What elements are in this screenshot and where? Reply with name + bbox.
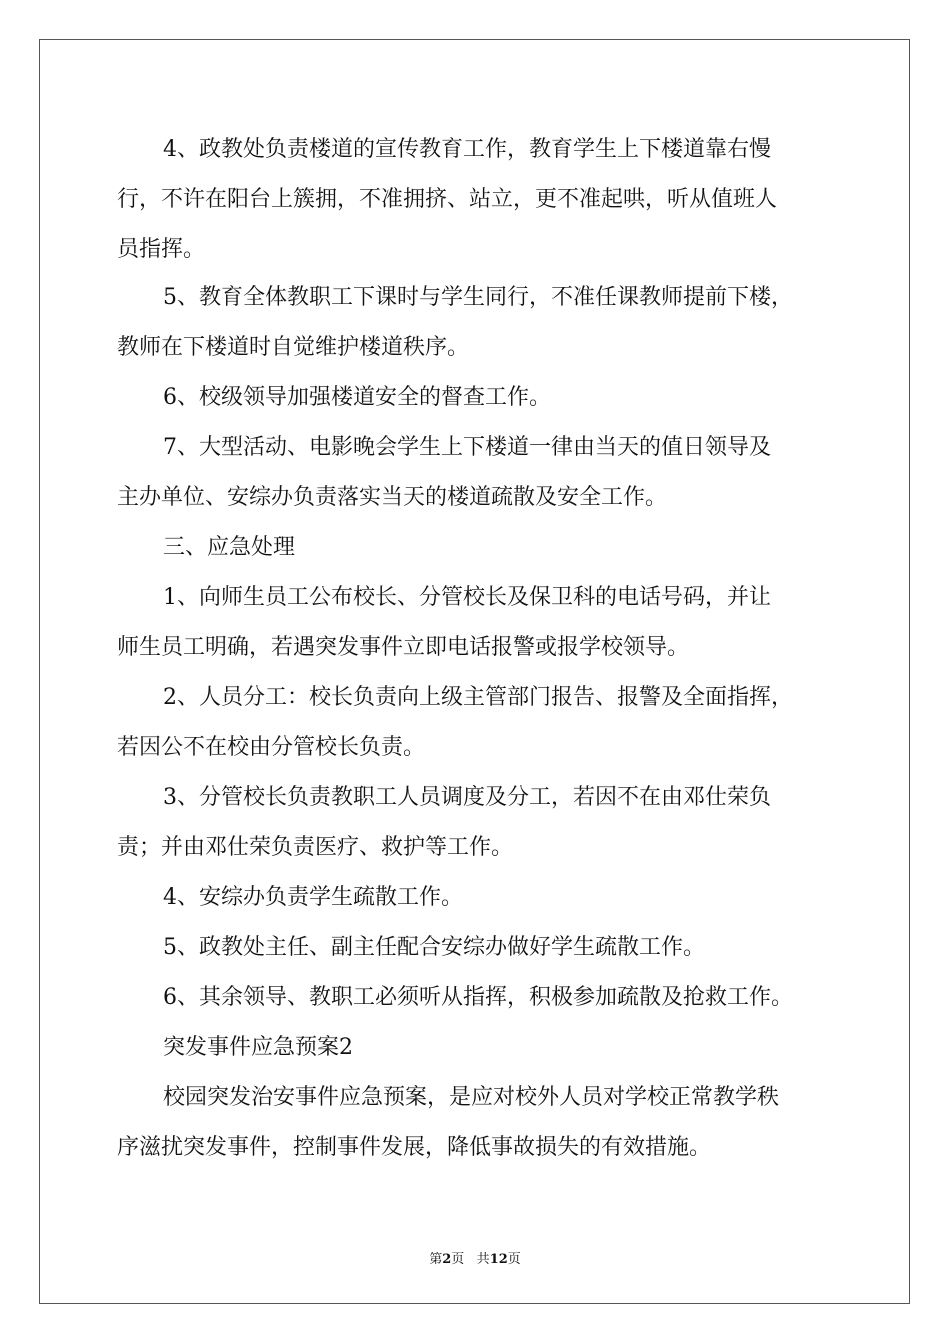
paragraph xyxy=(117,273,837,373)
paragraph-line: 主办单位、安综办负责落实当天的楼道疏散及安全工作。 xyxy=(117,485,668,510)
paragraph-line: 教师在下楼道时自觉维护楼道秩序。 xyxy=(117,335,470,360)
paragraph xyxy=(117,373,837,423)
paragraph-line: 三、应急处理 xyxy=(163,535,296,560)
paragraph-line: 序滋扰突发事件，控制事件发展，降低事故损失的有效措施。 xyxy=(117,1135,712,1160)
paragraph xyxy=(117,773,837,873)
paragraph-line: 员指挥。 xyxy=(117,237,206,262)
paragraph-line: 4、安综办负责学生疏散工作。 xyxy=(163,885,463,910)
total-suffix: 页 xyxy=(507,1252,521,1267)
paragraph-line: 5、政教处主任、副主任配合安综办做好学生疏散工作。 xyxy=(163,935,705,960)
paragraph-line: 行，不许在阳台上簇拥，不准拥挤、站立，更不准起哄，听从值班人 xyxy=(117,187,778,212)
paragraph-line: 6、其余领导、教职工必须听从指挥，积极参加疏散及抢救工作。 xyxy=(163,985,793,1010)
paragraph-line: 突发事件应急预案2 xyxy=(163,1035,353,1060)
paragraph-line: 7、大型活动、电影晚会学生上下楼道一律由当天的值日领导及 xyxy=(163,435,771,460)
paragraph xyxy=(117,423,837,523)
paragraph-line: 6、校级领导加强楼道安全的督查工作。 xyxy=(163,385,551,410)
paragraph xyxy=(117,573,837,673)
paragraph xyxy=(117,523,837,573)
paragraph-line: 2、人员分工：校长负责向上级主管部门报告、报警及全面指挥， xyxy=(163,685,793,710)
page-prefix: 第 xyxy=(429,1252,443,1267)
paragraph xyxy=(117,973,837,1023)
total-pages: 12 xyxy=(489,1252,508,1267)
paragraph-line: 4、政教处负责楼道的宣传教育工作，教育学生上下楼道靠右慢 xyxy=(163,137,771,162)
page-footer xyxy=(0,1248,950,1267)
paragraph xyxy=(117,1023,837,1073)
paragraph xyxy=(117,923,837,973)
paragraph-line: 师生员工明确，若遇突发事件立即电话报警或报学校领导。 xyxy=(117,635,690,660)
paragraph-line: 若因公不在校由分管校长负责。 xyxy=(117,735,426,760)
paragraph-line: 1、向师生员工公布校长、分管校长及保卫科的电话号码，并让 xyxy=(163,585,771,610)
paragraph xyxy=(117,1073,837,1173)
paragraph-line: 校园突发治安事件应急预案，是应对校外人员对学校正常教学秩 xyxy=(163,1085,780,1110)
paragraph-line: 3、分管校长负责教职工人员调度及分工，若因不在由邓仕荣负 xyxy=(163,785,771,810)
page-number: 2 xyxy=(442,1252,452,1267)
paragraph-line: 责；并由邓仕荣负责医疗、救护等工作。 xyxy=(117,835,514,860)
paragraph-line: 5、教育全体教职工下课时与学生同行，不准任课教师提前下楼， xyxy=(163,285,793,310)
paragraph xyxy=(117,125,837,275)
paragraph xyxy=(117,873,837,923)
page-suffix: 页 xyxy=(451,1252,465,1267)
total-prefix: 共 xyxy=(476,1252,490,1267)
paragraph xyxy=(117,673,837,773)
